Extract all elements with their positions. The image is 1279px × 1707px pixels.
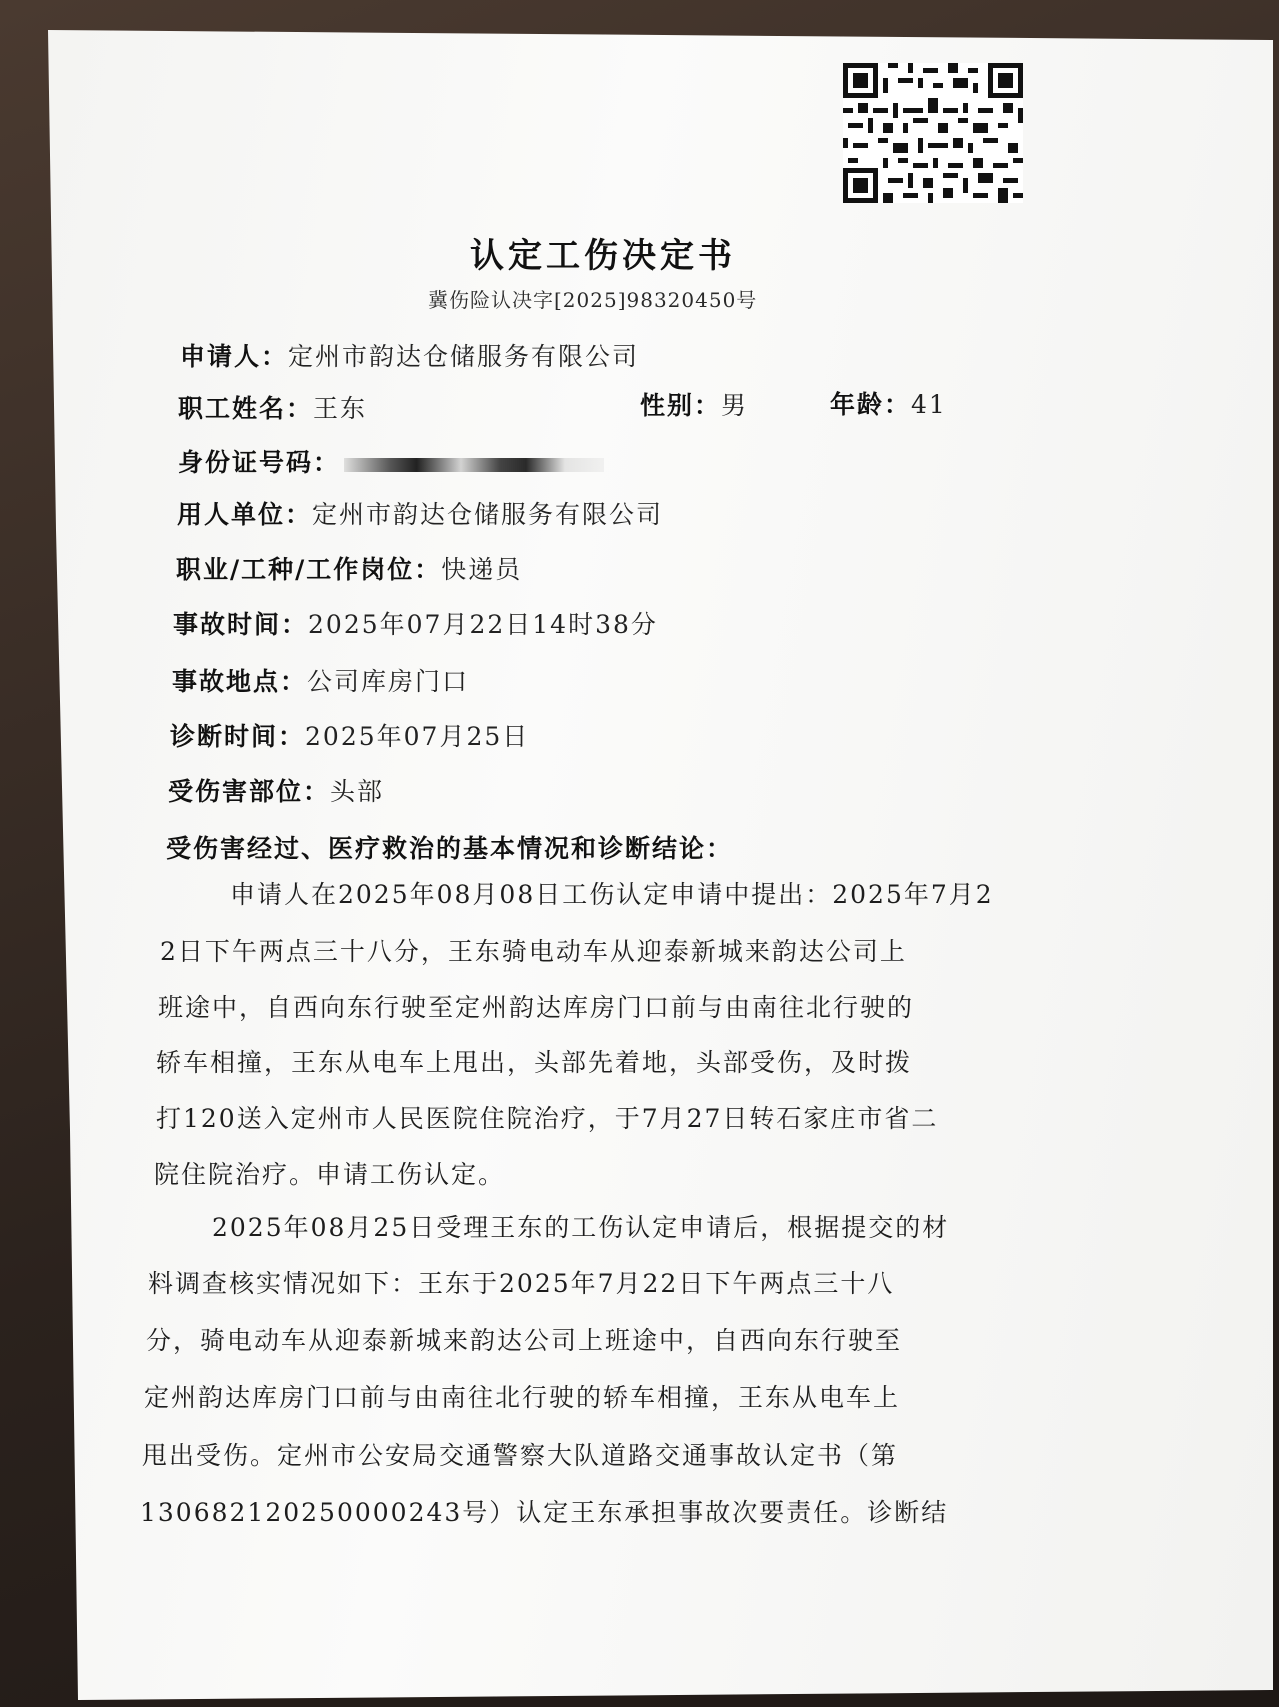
applicant-row [180,337,639,373]
paragraph2-line: 料调查核实情况如下：王东于2025年7月22日下午两点三十八 [148,1269,895,1298]
gender-label: 性别： [640,391,722,420]
document-number: 冀伤险认决字[2025]98320450号 [428,288,758,312]
accident-time-value: 2025年07月22日14时38分 [308,610,658,639]
age-label: 年龄： [830,390,912,419]
job-row [176,550,522,586]
age-value: 41 [911,390,947,419]
accident-time-row [173,605,658,641]
job-value: 快递员 [441,555,523,584]
paragraph1-line: 打120送入定州市人民医院住院治疗，于7月27日转石家庄市省二 [156,1104,939,1133]
paragraph1-line: 轿车相撞，王东从电车上甩出，头部先着地，头部受伤，及时拨 [156,1048,913,1077]
injury-part-value: 头部 [330,777,385,806]
paragraph1-line: 2日下午两点三十八分，王东骑电动车从迎泰新城来韵达公司上 [160,937,907,966]
employer-row [177,495,663,531]
accident-place-row [172,662,469,698]
injury-part-row [168,772,384,808]
paragraph2-line: 定州韵达库房门口前与由南往北行驶的轿车相撞，王东从电车上 [144,1383,901,1412]
employer-value: 定州市韵达仓储服务有限公司 [312,500,664,529]
injury-part-label: 受伤害部位： [168,777,331,806]
qr-code [843,63,1023,203]
document-title: 认定工伤决定书 [470,236,736,276]
paragraph2-line: 2025年08月25日受理王东的工伤认定申请后，根据提交的材 [212,1213,950,1242]
diagnosis-time-label: 诊断时间： [170,722,306,751]
age-row [830,385,947,421]
id-number-label: 身份证号码： [178,448,341,477]
worker-name-label: 职工姓名： [178,394,314,423]
accident-place-label: 事故地点： [172,667,308,696]
diagnosis-time-value: 2025年07月25日 [305,722,530,751]
id-number-row [178,443,604,479]
diagnosis-time-row [170,717,529,753]
redacted-id-number [344,458,604,472]
process-heading: 受伤害经过、医疗救治的基本情况和诊断结论： [166,834,734,863]
accident-place-value: 公司库房门口 [307,667,470,696]
paragraph2-line: 分，骑电动车从迎泰新城来韵达公司上班途中，自西向东行驶至 [146,1326,903,1355]
gender-row [640,386,748,422]
worker-name-row [178,389,367,425]
paragraph2-line: 130682120250000243号）认定王东承担事故次要责任。诊断结 [140,1498,949,1527]
employer-label: 用人单位： [177,500,313,529]
paragraph1-line: 院住院治疗。申请工伤认定。 [154,1160,506,1189]
paragraph1-line: 班途中，自西向东行驶至定州韵达库房门口前与由南往北行驶的 [158,993,915,1022]
applicant-value: 定州市韵达仓储服务有限公司 [288,342,640,371]
paragraph1-line: 申请人在2025年08月08日工伤认定申请中提出：2025年7月2 [230,880,994,909]
gender-value: 男 [721,391,749,420]
job-label: 职业/工种/工作岗位： [176,555,442,584]
applicant-label: 申请人： [180,342,289,371]
paragraph2-line: 甩出受伤。定州市公安局交通警察大队道路交通事故认定书（第 [142,1441,899,1470]
accident-time-label: 事故时间： [173,610,309,639]
worker-name-value: 王东 [313,394,368,423]
